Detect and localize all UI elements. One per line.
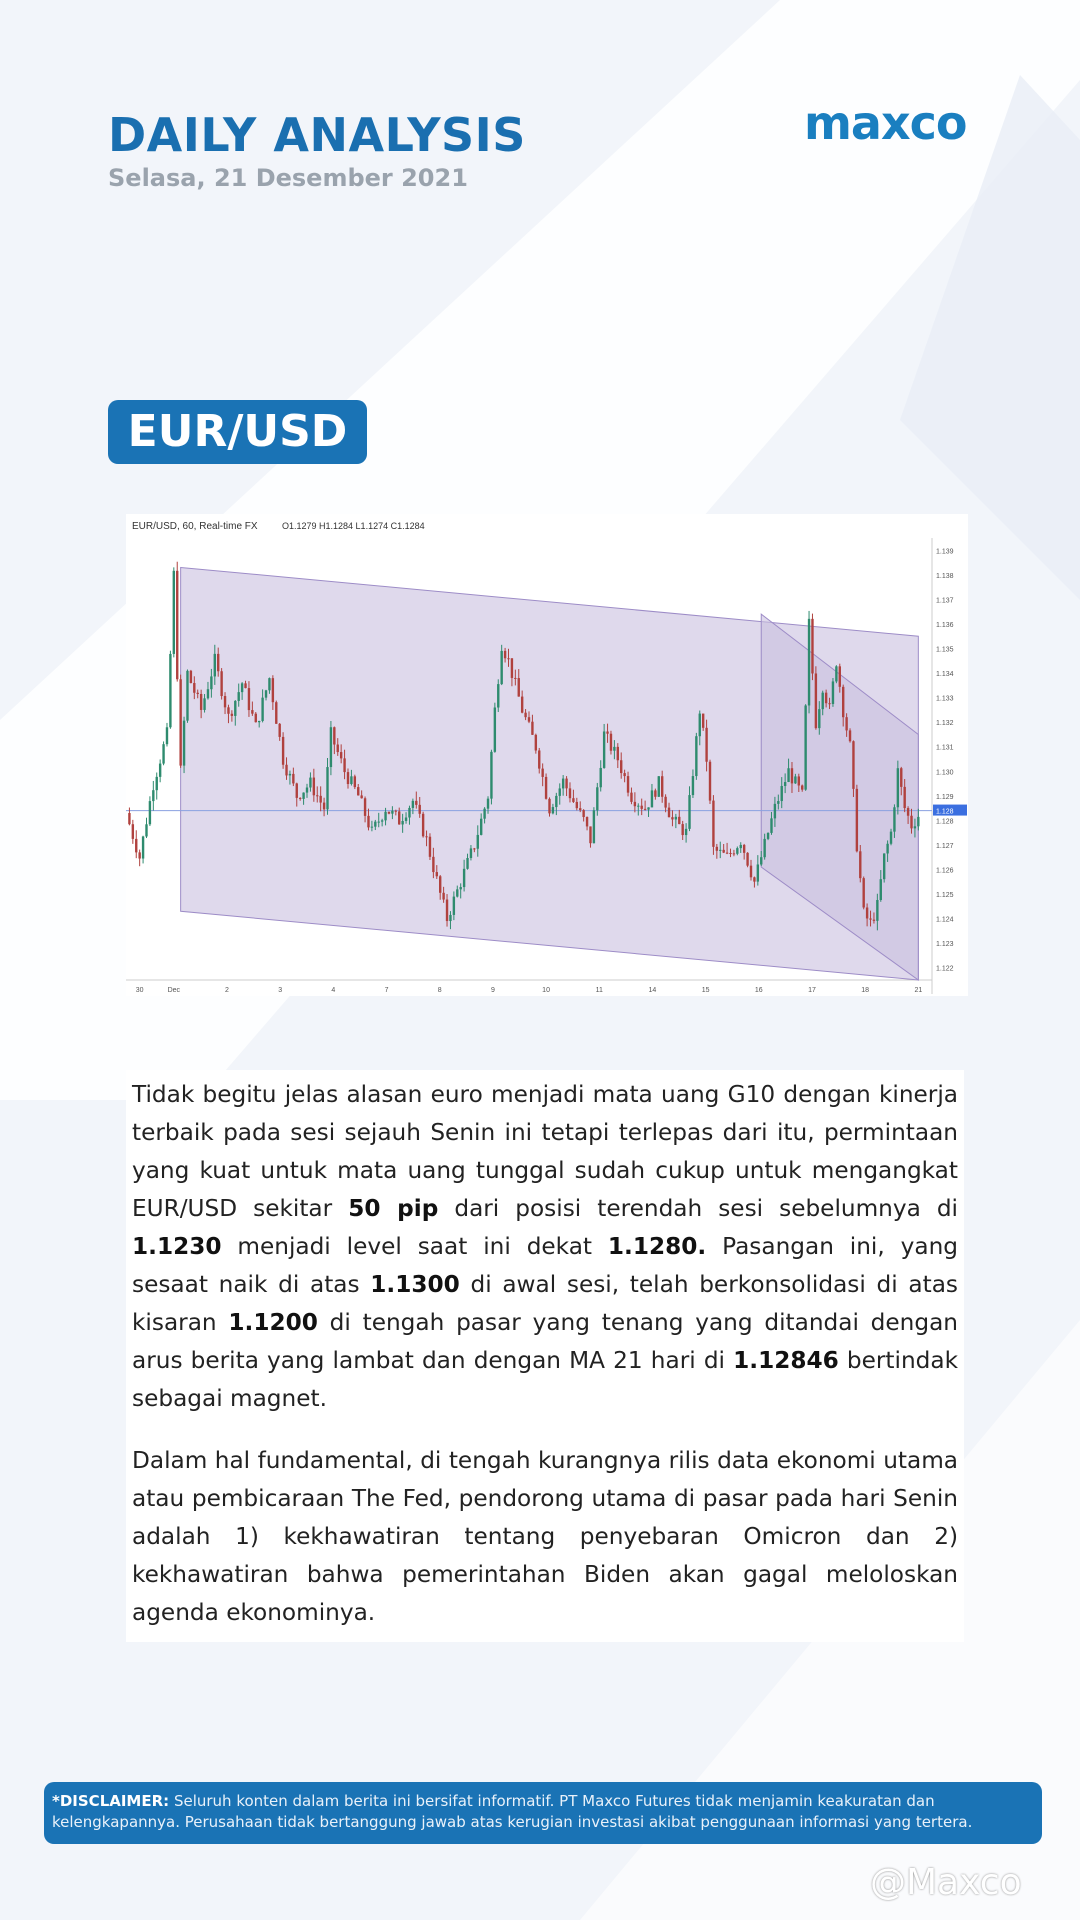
y-tick-label: 1.122	[936, 965, 954, 973]
candle-body	[845, 717, 847, 730]
candle-body	[705, 728, 707, 762]
candle-body	[231, 714, 233, 716]
candle-body	[828, 703, 830, 704]
candle-body	[156, 777, 158, 790]
candle-body	[606, 731, 608, 733]
text-run: dari posisi terendah sesi sebelumnya di	[438, 1195, 958, 1222]
candle-body	[917, 817, 919, 826]
candle-body	[859, 851, 861, 878]
candle-body	[811, 619, 813, 674]
candle-body	[477, 835, 479, 849]
candle-body	[702, 714, 704, 728]
candle-body	[862, 878, 864, 907]
candle-body	[319, 796, 321, 803]
x-tick-label: 7	[384, 987, 389, 994]
candle-body	[234, 701, 236, 716]
candle-body	[152, 790, 154, 801]
candle-body	[258, 721, 260, 722]
candle-body	[504, 651, 506, 658]
x-tick-label: 9	[490, 987, 495, 994]
candle-body	[822, 693, 824, 709]
price-chart	[126, 514, 968, 996]
candle-body	[483, 809, 485, 819]
candle-body	[415, 801, 417, 805]
text-run: Tidak begitu jelas alasan euro menjadi mata uang G10 dengan kinerja terbaik pada sesi sejauh Senin ini tetapi terlepas dari itu, permintaan yang kuat untuk mata uang tunggal sudah cukup untuk mengangkat EUR/USD sekitar	[132, 1081, 958, 1222]
candle-body	[364, 798, 366, 816]
candle-body	[268, 678, 270, 690]
candle-body	[753, 877, 755, 881]
candle-body	[265, 690, 267, 697]
x-tick-label: 8	[437, 987, 442, 994]
candle-body	[446, 900, 448, 922]
candle-body	[586, 817, 588, 826]
candle-body	[251, 710, 253, 714]
candle-body	[804, 705, 806, 789]
candle-body	[808, 619, 810, 706]
candle-body	[412, 801, 414, 808]
candle-body	[203, 698, 205, 710]
candle-body	[678, 817, 680, 824]
candle-body	[442, 893, 444, 900]
candle-body	[866, 908, 868, 919]
candle-body	[255, 714, 257, 723]
candle-body	[425, 836, 427, 837]
candle-body	[326, 767, 328, 809]
article-paragraph-1	[132, 1076, 958, 1418]
candle-body	[852, 741, 854, 789]
candle-body	[671, 817, 673, 819]
candle-body	[282, 737, 284, 765]
candle-body	[159, 764, 161, 777]
candle-body	[750, 866, 752, 878]
candle-body	[470, 848, 472, 858]
x-tick-label: 2	[225, 987, 229, 994]
candle-body	[176, 571, 178, 679]
candle-body	[907, 808, 909, 816]
chart-title: EUR/USD, 60, Real-time FX	[132, 521, 258, 532]
candle-body	[555, 796, 557, 807]
candle-body	[531, 722, 533, 735]
candle-body	[535, 735, 537, 751]
y-tick-label: 1.125	[936, 892, 954, 900]
candle-body	[422, 814, 424, 836]
candle-body	[623, 773, 625, 776]
candle-body	[408, 808, 410, 818]
candle-body	[200, 694, 202, 710]
page-date: Selasa, 21 Desember 2021	[108, 164, 468, 192]
page-title: DAILY ANALYSIS	[108, 108, 526, 162]
x-tick-label: 14	[648, 987, 657, 994]
candle-body	[313, 778, 315, 796]
candle-body	[569, 788, 571, 798]
candle-body	[337, 745, 339, 753]
candle-body	[637, 806, 639, 807]
candle-body	[746, 853, 748, 866]
candle-body	[815, 673, 817, 728]
candle-body	[292, 774, 294, 784]
candle-body	[306, 788, 308, 793]
candle-body	[214, 654, 216, 677]
candle-body	[343, 758, 345, 772]
candle-body	[770, 818, 772, 833]
candle-body	[903, 787, 905, 808]
candle-body	[436, 872, 438, 876]
candle-body	[487, 799, 489, 809]
candle-body	[818, 709, 820, 728]
candle-body	[589, 826, 591, 843]
candle-body	[856, 789, 858, 851]
candle-body	[562, 779, 564, 789]
article-paragraph-2: Dalam hal fundamental, di tengah kurangnya rilis data ekonomi utama atau pembicaraan The Fed, pendorong utama di pasar pada hari Senin adalah 1) kekhawatiran tentang penyebaran Omicron dan 2) kekhawatiran bahwa pemerintahan Biden akan gagal meloloskan agenda ekonominya.	[132, 1447, 958, 1626]
candle-body	[685, 829, 687, 835]
candle-body	[596, 787, 598, 810]
candle-body	[688, 795, 690, 829]
candle-body	[333, 727, 335, 744]
text-run: di tengah pasar yang tenang yang ditandai dengan arus berita yang lambat dan dengan MA 21 hari di	[132, 1309, 958, 1374]
candle-body	[842, 687, 844, 717]
candle-body	[763, 839, 765, 857]
x-tick-label: 15	[701, 987, 710, 994]
y-tick-label: 1.135	[936, 646, 954, 654]
chart-svg	[126, 514, 968, 996]
x-tick-label: 30	[135, 987, 144, 994]
candle-body	[736, 848, 738, 854]
candle-body	[825, 693, 827, 704]
disclaimer-label: *DISCLAIMER:	[52, 1792, 170, 1810]
candle-body	[897, 768, 899, 807]
candle-body	[869, 918, 871, 919]
candle-body	[289, 774, 291, 776]
candle-body	[832, 681, 834, 704]
y-tick-label: 1.132	[936, 720, 954, 728]
y-tick-label: 1.137	[936, 597, 954, 605]
candle-body	[572, 798, 574, 802]
y-tick-label: 1.124	[936, 916, 954, 924]
candle-body	[439, 876, 441, 893]
candle-body	[712, 801, 714, 847]
candle-body	[405, 818, 407, 821]
candle-body	[388, 812, 390, 814]
text-run: menjadi level saat ini dekat	[221, 1233, 608, 1260]
candle-body	[142, 836, 144, 858]
candle-body	[169, 654, 171, 727]
y-tick-label: 1.123	[936, 941, 954, 949]
candle-body	[726, 853, 728, 854]
candle-body	[518, 678, 520, 697]
candle-body	[839, 666, 841, 687]
candle-body	[456, 889, 458, 896]
candle-body	[880, 879, 882, 900]
candle-body	[275, 702, 277, 724]
candle-body	[173, 571, 175, 654]
candle-body	[186, 671, 188, 721]
candle-body	[658, 776, 660, 797]
text-run: di awal sesi, telah berkonsolidasi di atas kisaran	[132, 1271, 958, 1336]
candle-body	[664, 797, 666, 808]
candle-body	[757, 864, 759, 881]
candle-body	[538, 750, 540, 768]
x-tick-label: 11	[595, 987, 603, 994]
candle-body	[278, 724, 280, 737]
candle-body	[630, 793, 632, 802]
candle-body	[733, 853, 735, 854]
candle-body	[197, 693, 199, 694]
candle-body	[299, 798, 301, 799]
pair-badge: EUR/USD	[108, 400, 367, 464]
candle-body	[801, 785, 803, 789]
candle-body	[603, 731, 605, 767]
candle-body	[514, 678, 516, 679]
candle-body	[449, 915, 451, 921]
maxco-logo: maxco	[804, 96, 967, 150]
candle-body	[374, 822, 376, 827]
chart-ohlc: O1.1279 H1.1284 L1.1274 C1.1284	[282, 521, 425, 531]
candle-body	[521, 697, 523, 713]
highlight-value: 1.1230	[132, 1233, 222, 1260]
y-tick-label: 1.131	[936, 744, 954, 752]
candle-body	[541, 769, 543, 777]
disclaimer-box	[44, 1782, 1042, 1844]
candle-body	[774, 804, 776, 819]
candle-body	[132, 824, 134, 839]
y-tick-label: 1.127	[936, 842, 954, 850]
candle-body	[617, 747, 619, 760]
candle-body	[398, 811, 400, 824]
candle-body	[600, 768, 602, 787]
candle-body	[302, 793, 304, 799]
y-tick-label: 1.138	[936, 572, 954, 580]
candle-body	[760, 857, 762, 864]
candle-body	[162, 744, 164, 763]
candle-body	[784, 782, 786, 786]
y-tick-label: 1.133	[936, 695, 954, 703]
text-run: Pasangan ini, yang sesaat naik di atas	[132, 1233, 959, 1298]
candle-body	[220, 671, 222, 696]
candle-body	[227, 707, 229, 713]
x-tick-label: 16	[754, 987, 763, 994]
candle-body	[668, 808, 670, 818]
candle-body	[459, 887, 461, 889]
highlight-value: 1.1280.	[607, 1233, 707, 1260]
candle-body	[432, 857, 434, 872]
y-tick-label: 1.139	[936, 548, 954, 556]
highlight-value: 1.1300	[370, 1271, 460, 1298]
candle-body	[873, 920, 875, 921]
candle-body	[500, 651, 502, 684]
candle-body	[367, 816, 369, 828]
x-tick-label: 17	[808, 987, 816, 994]
highlight-value: 1.12846	[733, 1347, 839, 1374]
candle-body	[576, 802, 578, 808]
candle-body	[883, 853, 885, 879]
candle-body	[466, 858, 468, 869]
candle-body	[699, 714, 701, 737]
last-price-label: 1.128	[936, 808, 954, 816]
x-tick-label: 3	[278, 987, 283, 994]
candle-body	[893, 807, 895, 831]
candle-body	[224, 696, 226, 707]
candle-body	[378, 822, 380, 823]
candle-body	[565, 779, 567, 789]
candle-body	[613, 747, 615, 751]
candle-body	[675, 817, 677, 820]
candle-body	[651, 790, 653, 807]
candle-body	[166, 727, 168, 744]
candle-body	[494, 708, 496, 752]
candle-body	[692, 776, 694, 795]
candle-body	[463, 869, 465, 887]
candle-body	[323, 803, 325, 810]
candle-body	[128, 813, 130, 824]
candle-body	[876, 900, 878, 921]
x-tick-label: 10	[542, 987, 550, 994]
candle-body	[490, 752, 492, 799]
candle-body	[350, 776, 352, 784]
candle-body	[244, 683, 246, 688]
candle-body	[627, 776, 629, 793]
candle-body	[644, 809, 646, 810]
candle-body	[145, 824, 147, 836]
candle-body	[210, 676, 212, 689]
candle-body	[497, 684, 499, 707]
candle-body	[620, 760, 622, 773]
candle-body	[791, 768, 793, 783]
candle-body	[296, 783, 298, 797]
candle-body	[886, 844, 888, 854]
candle-body	[709, 762, 711, 801]
candle-body	[528, 717, 530, 722]
candle-body	[330, 727, 332, 767]
candle-body	[661, 776, 663, 797]
y-tick-label: 1.136	[936, 621, 954, 629]
candle-body	[794, 776, 796, 783]
candle-body	[579, 808, 581, 810]
candle-body	[647, 807, 649, 809]
candle-body	[207, 689, 209, 698]
candle-body	[429, 837, 431, 857]
candle-body	[914, 826, 916, 828]
x-tick-label: 18	[861, 987, 870, 994]
candle-body	[272, 678, 274, 702]
highlight-value: 50 pip	[348, 1195, 439, 1222]
text-run: bertindak sebagai magnet.	[132, 1347, 958, 1412]
candle-body	[138, 852, 140, 858]
highlight-value: 1.1200	[228, 1309, 318, 1336]
candle-body	[719, 850, 721, 851]
candle-body	[900, 768, 902, 787]
candle-body	[248, 688, 250, 710]
candle-body	[835, 666, 837, 681]
candle-body	[654, 790, 656, 796]
candle-body	[391, 811, 393, 814]
candle-body	[634, 802, 636, 806]
x-tick-label: 21	[914, 987, 923, 994]
candle-body	[610, 734, 612, 751]
candle-body	[716, 847, 718, 851]
candle-body	[722, 850, 724, 853]
candle-body	[384, 812, 386, 821]
x-tick-label: 4	[331, 987, 336, 994]
candle-body	[767, 833, 769, 839]
candle-body	[217, 654, 219, 671]
candle-body	[593, 810, 595, 843]
candle-body	[743, 845, 745, 853]
candle-body	[480, 819, 482, 835]
candle-body	[511, 658, 513, 678]
candle-body	[545, 777, 547, 799]
candle-body	[695, 736, 697, 776]
candle-body	[729, 853, 731, 854]
article-body	[126, 1070, 964, 1642]
candle-body	[419, 805, 421, 814]
x-tick-label: Dec	[167, 987, 181, 994]
candle-body	[582, 810, 584, 817]
y-tick-label: 1.134	[936, 671, 954, 679]
candle-body	[740, 845, 742, 848]
candle-body	[507, 658, 509, 659]
candle-body	[381, 820, 383, 821]
candle-body	[360, 795, 362, 798]
candle-body	[552, 807, 554, 813]
candle-body	[395, 811, 397, 812]
y-tick-label: 1.129	[936, 793, 954, 801]
candle-body	[781, 786, 783, 801]
candle-body	[371, 827, 373, 828]
candle-body	[347, 772, 349, 784]
candle-body	[183, 721, 185, 766]
y-tick-label: 1.128	[936, 818, 954, 826]
candle-body	[193, 683, 195, 693]
candle-body	[849, 730, 851, 741]
candle-body	[179, 679, 181, 765]
candle-body	[681, 824, 683, 835]
candle-body	[453, 897, 455, 915]
candle-body	[787, 768, 789, 782]
candle-body	[548, 799, 550, 814]
candle-body	[190, 671, 192, 683]
candle-body	[261, 698, 263, 721]
disclaimer-text: Seluruh konten dalam berita ini bersifat informatif. PT Maxco Futures tidak menjamin keakuratan dan kelengkapannya. Perusahaan tidak bertanggung jawab atas kerugian investasi akibat penggunaan informasi yang tertera.	[52, 1792, 973, 1831]
candle-body	[238, 692, 240, 701]
candle-body	[285, 765, 287, 776]
y-tick-label: 1.126	[936, 867, 954, 875]
candle-body	[241, 683, 243, 692]
candle-body	[401, 821, 403, 824]
candle-body	[777, 801, 779, 804]
candle-body	[473, 848, 475, 849]
candle-body	[340, 752, 342, 758]
watermark: @Maxco	[870, 1862, 1022, 1903]
candle-body	[798, 776, 800, 785]
candle-body	[524, 713, 526, 717]
candle-body	[309, 778, 311, 788]
candle-body	[641, 806, 643, 809]
candle-body	[354, 776, 356, 787]
candle-body	[890, 832, 892, 844]
candle-body	[357, 787, 359, 795]
y-tick-label: 1.130	[936, 769, 954, 777]
candle-body	[910, 816, 912, 829]
candle-body	[559, 788, 561, 795]
candle-body	[149, 801, 151, 824]
candle-body	[316, 795, 318, 796]
candle-body	[135, 839, 137, 852]
